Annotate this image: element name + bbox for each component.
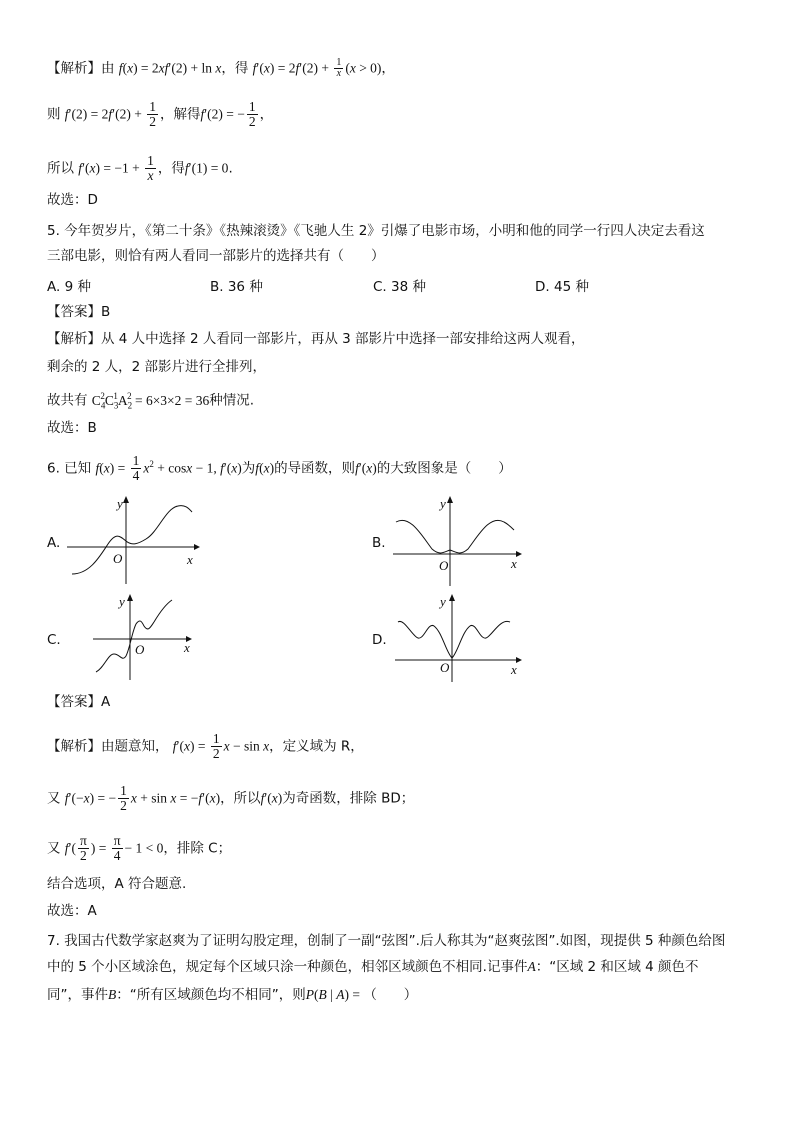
q6-answer: 【答案】A [47, 694, 111, 710]
q6-stem: 6. 已知 f(x) = $\frac{1}{4}$ $x^2 + \cos x - 1$, f′(x)为f(x)的导函数，则f′(x)的大致图象是（ ） [47, 453, 512, 483]
graph-option-d [390, 592, 530, 684]
origin-label: O [135, 642, 145, 657]
q6-analysis-line4: 结合选项，A 符合题意. [47, 876, 187, 892]
q6-analysis-line1: 【解析】由题意知， f′(x) = $\frac{1}{2}$ x − sin x，定义域为 R， [47, 731, 364, 761]
graph-option-a [62, 494, 202, 589]
origin-label: O [439, 558, 449, 573]
analysis-tag: 【解析】 [47, 60, 101, 77]
graph-option-b [388, 494, 528, 589]
y-axis-label: y [440, 496, 446, 511]
q6-choice: 故选：A [47, 903, 97, 919]
q4-analysis-line2: 则 f′(2) = 2f′(2) + $\frac{1}{2}$ ，解得f′(2) = − $\frac{1}{2}$ ， [47, 99, 274, 129]
x-axis-label: x [511, 662, 517, 677]
q5-answer: 【答案】B [47, 304, 111, 320]
q6-option-d-label: D. [372, 632, 387, 648]
origin-label: O [440, 660, 450, 675]
q5-analysis-line3: 故共有 $C_4^2C_3^1A_2^2 = 6\times 3\times 2 = 36$种情况. [47, 391, 255, 411]
q5-stem-line1: 5. 今年贺岁片，《第二十条》《热辣滚烫》《飞驰人生 2》引爆了电影市场，小明和他的同学一行四人决定去看这 [47, 223, 705, 239]
q6-analysis-line3: 又 f′( $\frac{\pi}{2}$ ) = $\frac{\pi}{4}$ − 1 < 0，排除 C； [47, 833, 232, 863]
origin-label: O [113, 551, 123, 566]
q6-option-a-label: A. [47, 535, 61, 551]
y-axis-label: y [119, 594, 125, 609]
q5-option-b: B. 36 种 [210, 279, 263, 295]
q5-option-c: C. 38 种 [373, 279, 426, 295]
formula: f [118, 60, 123, 76]
q4-analysis-line1: 【解析】由 f(x) = 2xf′(2) + ln x，得 f′(x) = 2f′(2) + $\frac{1}{x}$ (x > 0)， [47, 57, 395, 79]
graph-option-c [88, 592, 208, 684]
q7-stem-line1: 7. 我国古代数学家赵爽为了证明勾股定理，创制了一副“弦图”.后人称其为“赵爽弦图”.如图，现提供 5 种颜色给图 [47, 933, 726, 949]
x-axis-label: x [187, 552, 193, 567]
q4-analysis-line3: 所以 f′(x) = −1 + $\frac{1}{x}$ ，得f′(1) = 0. [47, 153, 233, 183]
q6-option-c-label: C. [47, 632, 61, 648]
q5-option-d: D. 45 种 [535, 279, 589, 295]
q5-stem-line2: 三部电影，则恰有两人看同一部影片的选择共有（ ） [47, 248, 385, 264]
x-axis-label: x [184, 640, 190, 655]
q6-analysis-line2: 又 f′(−x) = − $\frac{1}{2}$ x + sin x = −f′(x)，所以f′(x)为奇函数，排除 BD； [47, 783, 415, 813]
q5-analysis-line1: 【解析】从 4 人中选择 2 人看同一部影片，再从 3 部影片中选择一部安排给这两人观看， [47, 331, 585, 347]
q7-stem-line2: 中的 5 个小区域涂色，规定每个区域只涂一种颜色，相邻区域颜色不相同.记事件A：“区域 2 和区域 4 颜色不 [47, 959, 699, 975]
x-axis-label: x [511, 556, 517, 571]
q4-choice: 故选：D [47, 192, 98, 208]
q5-option-a: A. 9 种 [47, 279, 91, 295]
q5-choice: 故选：B [47, 420, 97, 436]
q6-option-b-label: B. [372, 535, 386, 551]
y-axis-label: y [440, 594, 446, 609]
y-axis-label: y [117, 496, 123, 511]
q5-analysis-line2: 剩余的 2 人，2 部影片进行全排列， [47, 359, 267, 375]
q7-stem-line3: 同”，事件B：“所有区域颜色均不相同”，则P(B | A) = （ ） [47, 987, 418, 1003]
